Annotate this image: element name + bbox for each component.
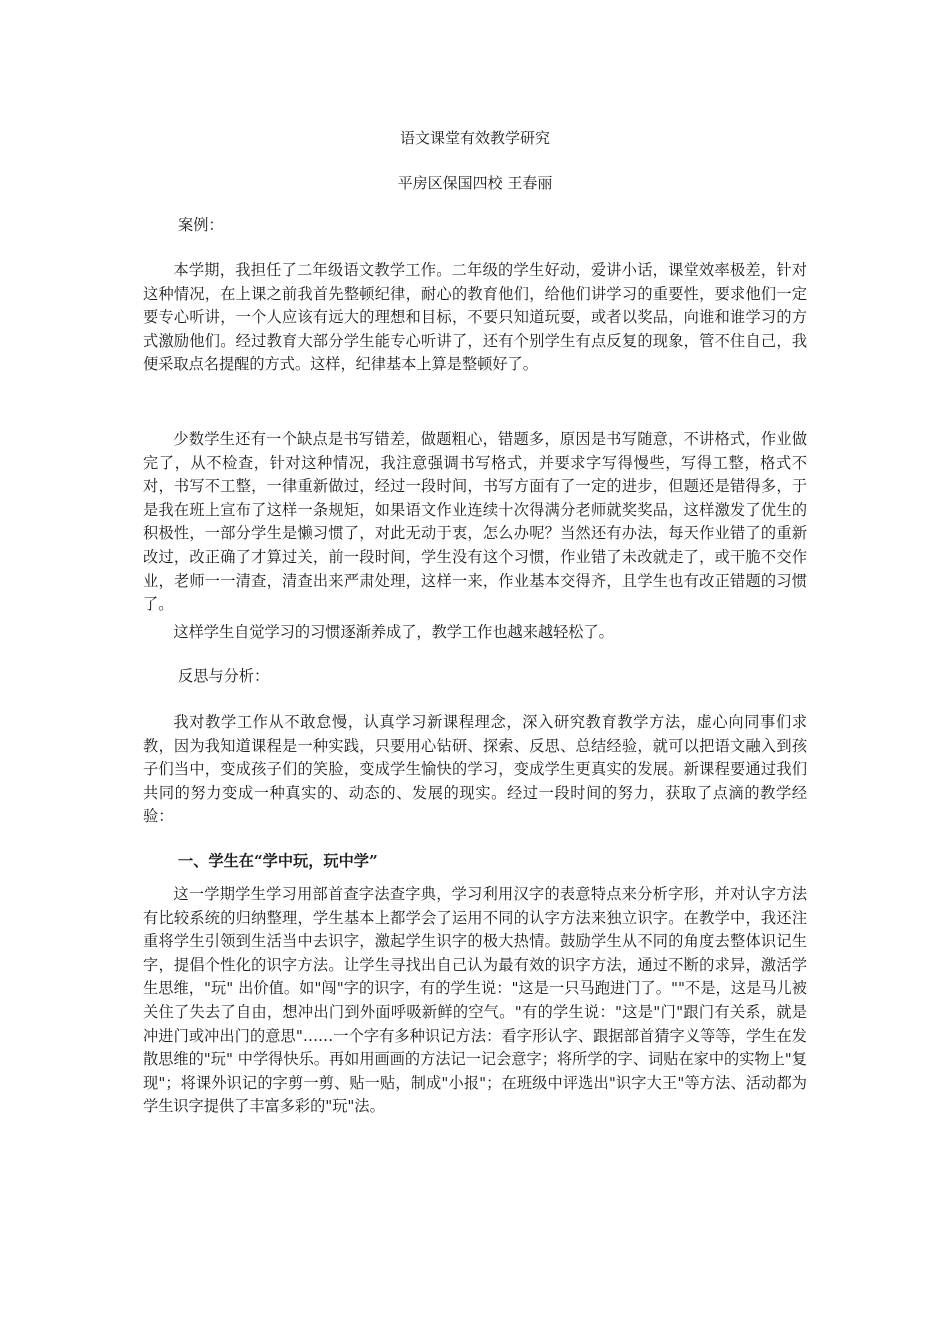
reflection-label: 反思与分析： — [178, 667, 270, 685]
paragraph-4: 我对教学工作从不敢怠慢，认真学习新课程理念，深入研究教育教学方法，虚心向同事们求教，因为我知道课程是一种实践，只要用心钻研、探索、反思、总结经验，就可以把语文融入到孩子们当中，变成孩子们的笑脸，变成学生愉快的学习，变成学生更真实的发展。新课程要通过我们共同的努力变成一种真实的、动态的、发展的现实。经过一段时间的努力，获取了点滴的教学经验： — [143, 713, 807, 826]
case-label: 案例： — [178, 216, 224, 234]
paragraph-1: 本学期，我担任了二年级语文教学工作。二年级的学生好动，爱讲小话，课堂效率极差，针对这种情况，在上课之前我首先整顿纪律，耐心的教育他们，给他们讲学习的重要性，要求他们一定要专心听讲，一个人应该有远大的理想和目标，不要只知道玩耍，或者以奖品，向谁和谁学习的方式激励他们。经过教育大部分学生能专心听讲了，还有个别学生有点反复的现象，管不住自己，我便采取点名提醒的方式。这样，纪律基本上算是整顿好了。 — [143, 261, 807, 374]
section-heading-1: 一、学生在“学中玩，玩中学” — [178, 852, 378, 870]
paragraph-2: 少数学生还有一个缺点是书写错差，做题粗心，错题多，原因是书写随意，不讲格式，作业做完了，从不检查，针对这种情况，我注意强调书写格式，并要求字写得慢些，写得工整，格式不对，书写不工整，一律重新做过，经过一段时间，书写方面有了一定的进步，但题还是错得多，于是我在班上宣布了这样一条规矩，如果语文作业连续十次得满分老师就奖奖品，这样激发了优生的积极性，一部分学生是懒习惯了，对此无动于衷，怎么办呢？当然还有办法，每天作业错了的重新改过，改正确了才算过关，前一段时间，学生没有这个习惯，作业错了未改就走了，或干脆不交作业，老师一一清查，清查出来严肃处理，这样一来，作业基本交得齐，且学生也有改正错题的习惯了。 — [143, 430, 807, 614]
paragraph-5: 这一学期学生学习用部首查字法查字典，学习利用汉字的表意特点来分析字形，并对认字方法有比较系统的归纳整理，学生基本上都学会了运用不同的认字方法来独立识字。在教学中，我还注重将学生引领到生活当中去识字，激起学生识字的极大热情。鼓励学生从不同的角度去整体识记生字，提倡个性化的识字方法。让学生寻找出自己认为最有效的识字方法，通过不断的求异，激活学生思维，"玩" 出价值。如"闯"字的识字，有的学生说："这是一只马跑进门了。""不是，这是马儿被关住了失去了自由，想冲出门到外面呼吸新鲜的空气。"有的学生说："这是"门"跟门有关系，就是冲进门或冲出门的意思"……一个字有多种识记方法：看字形认字、跟据部首猜字义等等，学生在发散思维的"玩" 中学得快乐。再如用画画的方法记一记会意字；将所学的字、词贴在家中的实物上"复现"；将课外识记的字剪一剪、贴一贴，制成"小报"；在班级中评选出"识字大王"等方法、活动都为学生识字提供了丰富多彩的"玩"法。 — [143, 885, 807, 1116]
document-author: 平房区保国四校 王春丽 — [397, 174, 553, 192]
document-title: 语文课堂有效教学研究 — [399, 129, 550, 147]
paragraph-3: 这样学生自觉学习的习惯逐渐养成了，教学工作也越来越轻松了。 — [173, 623, 614, 641]
